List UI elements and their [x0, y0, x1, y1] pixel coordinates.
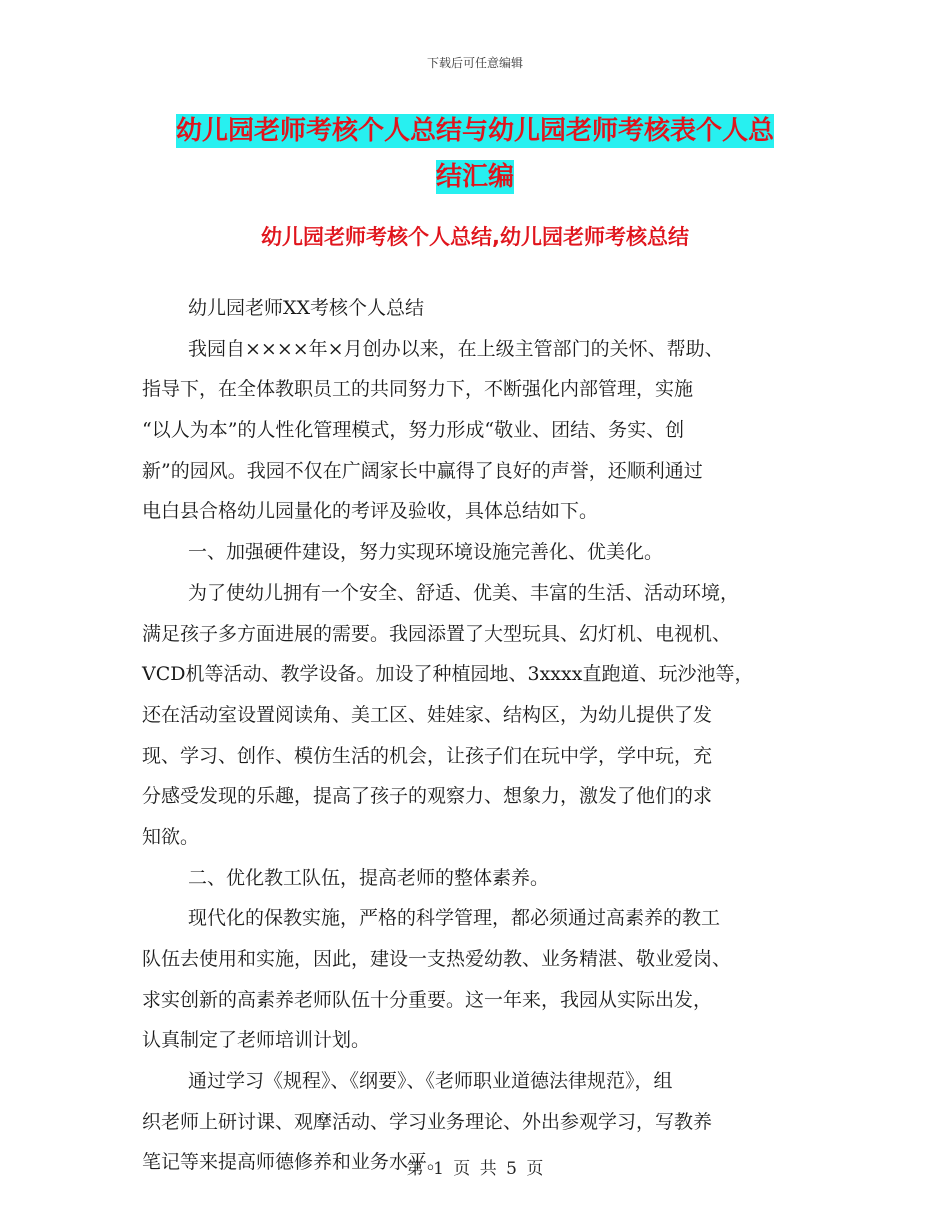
paragraph-heading: 幼儿园老师XX考核个人总结 [188, 297, 425, 319]
title-line-2: 结汇编 [435, 162, 514, 192]
header-note: 下载后可任意编辑 [426, 56, 523, 70]
text-line: 现、学习、创作、模仿生活的机会，让孩子们在玩中学，学中玩，充 [142, 744, 713, 767]
text-line: 现代化的保教实施，严格的科学管理，都必须通过高素养的教工 [188, 907, 721, 930]
body-text [142, 288, 822, 1183]
text-line: 满足孩子多方面进展的需要。我园添置了大型玩具、幻灯机、电视机、 [142, 622, 732, 645]
section-heading: 二、优化教工队伍，提高老师的整体素养。 [188, 866, 550, 889]
text-line: 认真制定了老师培训计划。 [142, 1029, 371, 1052]
text-line: VCD机等活动、教学设备。加设了种植园地、3xxxx直跑道、玩沙池等， [142, 663, 754, 686]
text-line: 求实创新的高素养老师队伍十分重要。这一年来，我园从实际出发， [142, 988, 713, 1011]
text-line: 通过学习《规程》、《纲要》、《老师职业道德法律规范》，组 [188, 1070, 673, 1093]
text-line: 指导下，在全体教职员工的共同努力下，不断强化内部管理，实施 [142, 378, 694, 401]
text-line: 笔记等来提高师德修养和业务水平。 [142, 1151, 447, 1174]
text-line: 我园自××××年×月创办以来，在上级主管部门的关怀、帮助、 [188, 337, 724, 360]
text-line: 织老师上研讨课、观摩活动、学习业务理论、外出参观学习，写教养 [142, 1110, 713, 1133]
text-line: 新”的园风。我园不仅在广阔家长中赢得了良好的声誉，还顺利通过 [142, 459, 703, 482]
text-line: 分感受发现的乐趣，提高了孩子的观察力、想象力，激发了他们的求 [142, 785, 713, 808]
section-heading: 一、加强硬件建设，努力实现环境设施完善化、优美化。 [188, 541, 664, 564]
text-line: 队伍去使用和实施，因此，建设一支热爱幼教、业务精湛、敬业爱岗、 [142, 948, 732, 970]
text-line: 为了使幼儿拥有一个安全、舒适、优美、丰富的生活、活动环境， [188, 581, 740, 604]
document-title [0, 108, 950, 200]
text-line: 还在活动室设置阅读角、美工区、娃娃家、结构区，为幼儿提供了发 [142, 703, 713, 726]
title-line-1: 幼儿园老师考核个人总结与幼儿园老师考核表个人总 [175, 116, 774, 146]
text-line: “以人为本”的人性化管理模式，努力形成“敬业、团结、务实、创 [142, 419, 685, 442]
text-line: 知欲。 [142, 825, 200, 848]
text-line: 电白县合格幼儿园量化的考评及验收，具体总结如下。 [142, 500, 599, 523]
section-subtitle: 幼儿园老师考核个人总结,幼儿园老师考核总结 [261, 225, 689, 249]
page-footer: 第 1 页 共 5 页 [406, 1159, 544, 1179]
